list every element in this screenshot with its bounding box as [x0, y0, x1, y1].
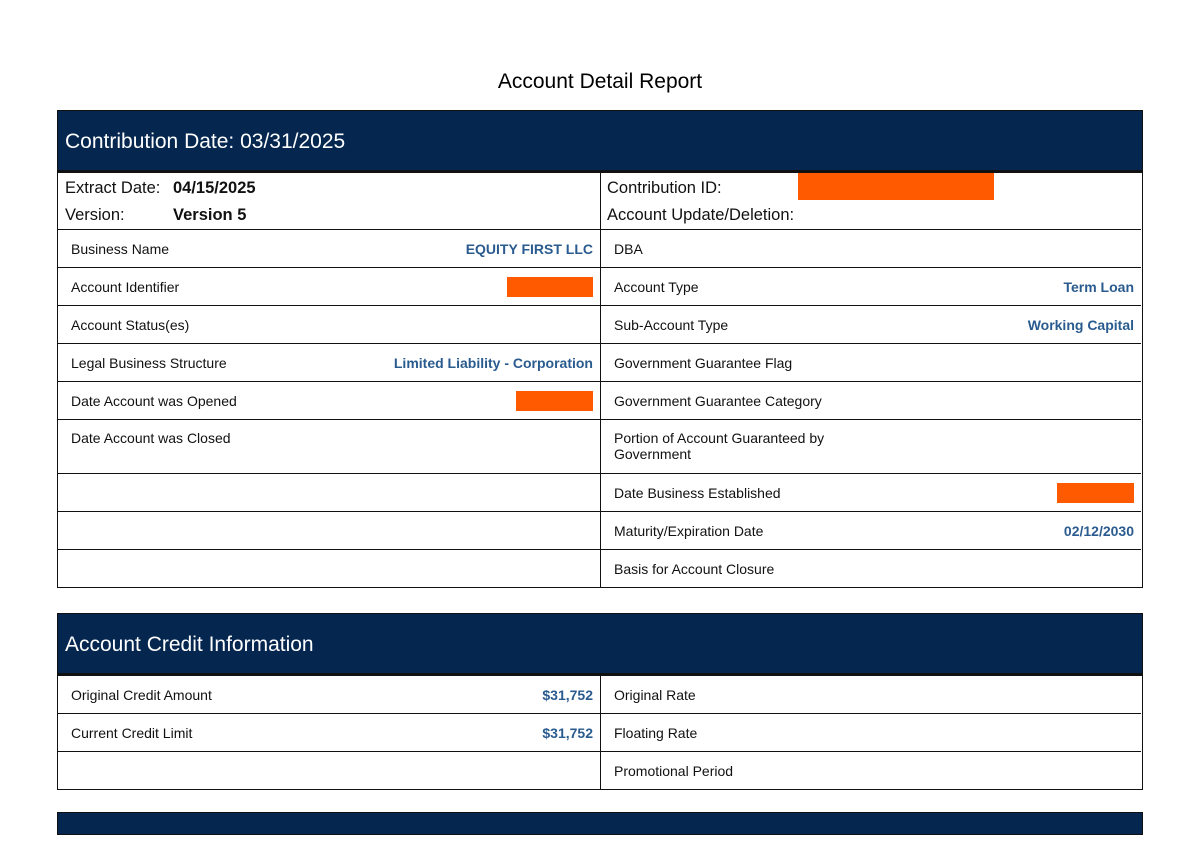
field-value: Limited Liability - Corporation	[393, 354, 593, 371]
field-cell	[601, 306, 1141, 344]
field-cell	[58, 512, 601, 550]
field-label: Date Account was Closed	[71, 430, 231, 446]
credit-info-section	[57, 613, 1143, 790]
version-label: Version:	[65, 206, 125, 224]
field-cell	[601, 382, 1141, 420]
field-cell	[601, 714, 1141, 752]
field-value: $31,752	[542, 686, 593, 703]
field-cell	[601, 420, 1141, 474]
field-cell	[601, 268, 1141, 306]
extract-version-cell	[58, 173, 601, 230]
contribution-id-label: Contribution ID:	[607, 179, 722, 197]
field-cell	[58, 230, 601, 268]
field-cell	[58, 752, 601, 789]
redacted-value	[516, 391, 593, 411]
field-label: Current Credit Limit	[71, 724, 193, 741]
field-cell	[58, 550, 601, 587]
next-section-header	[57, 812, 1143, 835]
field-label: Date Account was Opened	[71, 392, 237, 409]
field-cell	[601, 512, 1141, 550]
redacted-value	[507, 277, 593, 297]
field-cell	[58, 382, 601, 420]
field-value: $31,752	[542, 724, 593, 741]
field-label: Legal Business Structure	[71, 354, 227, 371]
redacted-value	[1057, 483, 1134, 503]
field-label: Sub-Account Type	[614, 316, 729, 333]
field-label: Portion of Account Guaranteed by Government	[614, 430, 825, 462]
field-label: Date Business Established	[614, 484, 781, 501]
field-cell	[58, 344, 601, 382]
field-cell	[58, 474, 601, 512]
field-label: Original Rate	[614, 686, 696, 703]
field-label: Basis for Account Closure	[614, 560, 775, 577]
field-cell	[601, 550, 1141, 587]
field-cell	[601, 344, 1141, 382]
contribution-id-redaction	[798, 173, 994, 200]
version-line	[65, 206, 246, 225]
account-update-label: Account Update/Deletion:	[607, 206, 795, 224]
credit-info-header: Account Credit Information	[58, 614, 1142, 676]
field-label: Government Guarantee Category	[614, 392, 822, 409]
account-detail-grid	[58, 230, 1142, 587]
credit-info-grid	[58, 676, 1142, 789]
field-cell	[601, 230, 1141, 268]
field-label: Account Identifier	[71, 278, 180, 295]
field-label: DBA	[614, 240, 643, 257]
contribution-meta-grid	[58, 173, 1142, 230]
extract-date-value: 04/15/2025	[173, 179, 256, 197]
field-label: Account Status(es)	[71, 316, 190, 333]
version-value: Version 5	[173, 206, 247, 224]
extract-date-line	[65, 179, 256, 198]
contribution-id-cell	[601, 173, 1141, 230]
field-cell	[58, 306, 601, 344]
field-label: Promotional Period	[614, 762, 734, 779]
field-label: Account Type	[614, 278, 699, 295]
field-label: Original Credit Amount	[71, 686, 212, 703]
contribution-section	[57, 110, 1143, 588]
field-cell	[601, 474, 1141, 512]
contribution-date-header: Contribution Date: 03/31/2025	[58, 111, 1142, 173]
account-update-line	[607, 206, 794, 225]
field-cell	[601, 752, 1141, 789]
field-cell	[58, 714, 601, 752]
field-label: Business Name	[71, 240, 170, 257]
field-value: Term Loan	[1063, 278, 1134, 295]
field-cell	[58, 420, 601, 474]
field-label: Floating Rate	[614, 724, 698, 741]
field-label: Maturity/Expiration Date	[614, 522, 764, 539]
field-cell	[58, 268, 601, 306]
field-value: 02/12/2030	[1063, 522, 1134, 539]
field-value: Working Capital	[1027, 316, 1134, 333]
extract-date-label: Extract Date:	[65, 179, 161, 197]
field-value: EQUITY FIRST LLC	[465, 240, 593, 257]
report-title: Account Detail Report	[497, 70, 703, 93]
field-label: Government Guarantee Flag	[614, 354, 793, 371]
contribution-id-line	[607, 179, 1134, 198]
field-cell	[58, 676, 601, 714]
field-cell	[601, 676, 1141, 714]
